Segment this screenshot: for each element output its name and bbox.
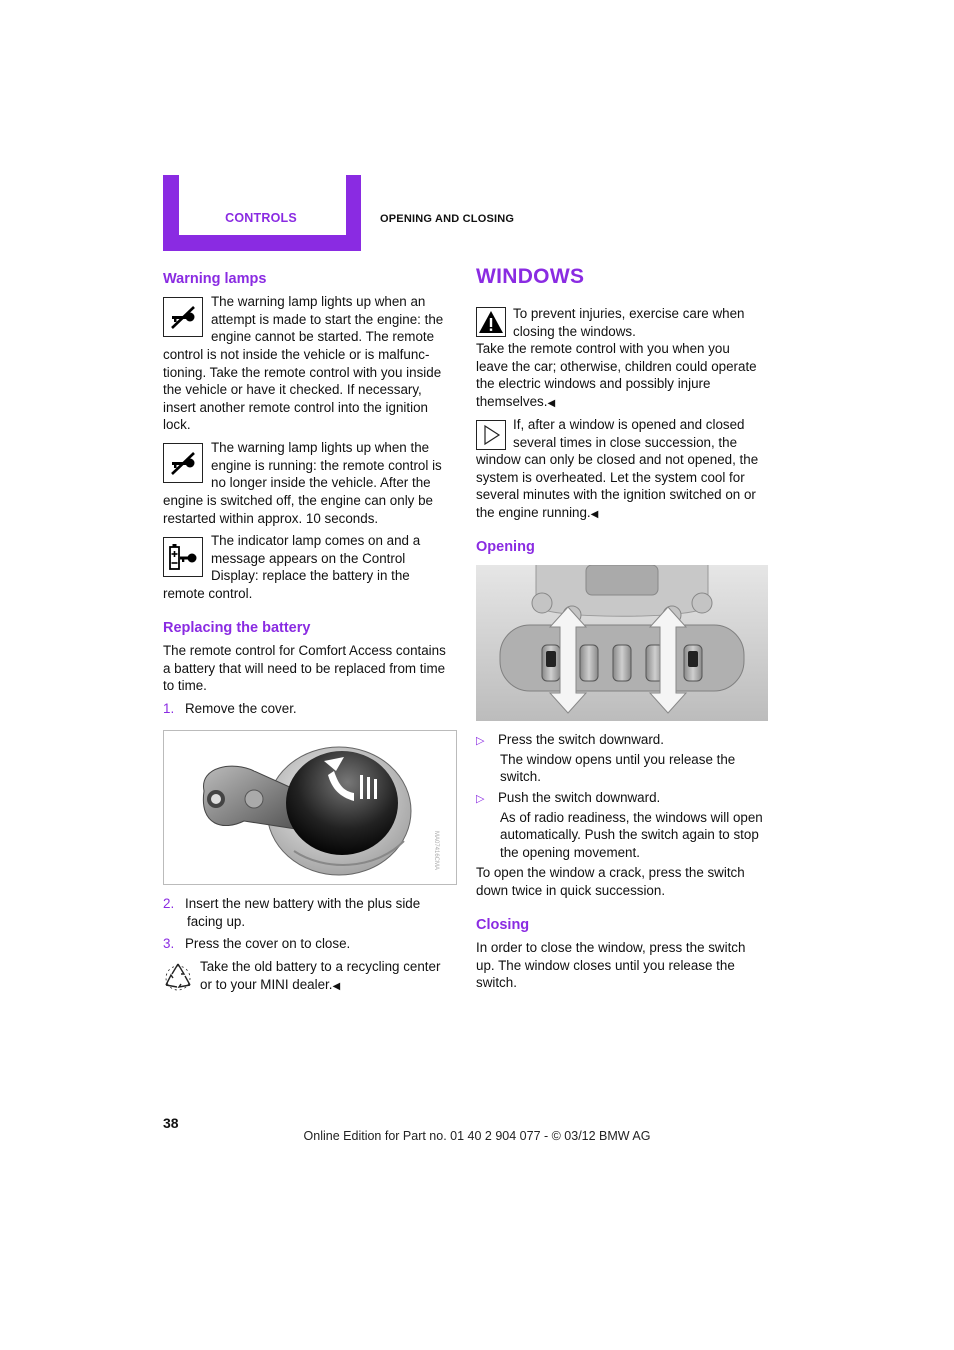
lamp2-text-a — [211, 439, 461, 492]
text-line: the vehicle or have it checked. If necessary, — [163, 382, 422, 398]
key-crossed-icon — [163, 443, 203, 483]
bullet-2 — [476, 789, 776, 861]
text-line: To open the window a crack, press the switch — [476, 865, 745, 880]
replacing-battery-text — [163, 642, 463, 695]
page-number: 38 — [163, 1115, 179, 1131]
text-line: the engine running. — [476, 504, 591, 520]
step-text: facing up. — [187, 913, 246, 929]
step-text: Press the cover on to close. — [185, 936, 351, 951]
text-line: the opening movement. — [500, 844, 640, 860]
lamp3-text-b — [163, 585, 463, 603]
text-line: no longer inside the vehicle. After the — [211, 475, 431, 491]
closing-text — [476, 939, 776, 992]
bullet-symbol: ▷ — [476, 735, 485, 747]
note-text-b — [476, 451, 776, 523]
window-switches-illustration — [476, 565, 768, 721]
text-line: closing the windows. — [513, 323, 636, 339]
bullet-1 — [476, 731, 776, 786]
text-line: engine is running: the remote control is — [211, 457, 442, 473]
section-label: OPENING AND CLOSING — [380, 213, 515, 225]
lamp3-text-a — [211, 532, 461, 585]
text-line: In order to close the window, press the switch — [476, 940, 746, 955]
text-line: system is overheated. Let the system cool for — [476, 469, 745, 485]
text-line: The indicator lamp comes on and a — [211, 533, 421, 548]
note-arrow-icon — [476, 420, 506, 450]
figure-code: MA07416CMA — [433, 831, 439, 871]
text-line: As of radio readiness, the windows will open — [500, 809, 763, 825]
key-crossed-icon — [163, 297, 203, 337]
warning-text-b — [476, 340, 776, 412]
text-line: restarted within approx. 10 seconds. — [163, 510, 379, 526]
step-1 — [163, 700, 463, 718]
text-line: engine cannot be started. The remote — [211, 329, 435, 345]
closing-heading: Closing — [476, 917, 530, 933]
text-line: insert another remote control into the ignition — [163, 399, 428, 415]
text-line: lock. — [163, 417, 191, 433]
text-line: If, after a window is opened and closed — [513, 417, 745, 432]
bullet-symbol: ▷ — [476, 793, 485, 805]
text-line: to time. — [163, 678, 207, 694]
recycle-text — [200, 958, 462, 995]
step-2 — [163, 895, 463, 930]
text-line: attempt is made to start the engine: the — [211, 311, 444, 327]
text-line: the electric windows and possibly injure — [476, 376, 711, 392]
lamp2-text-b — [163, 492, 463, 527]
chapter-tab[interactable]: CONTROLS — [225, 211, 297, 225]
lamp1-text-b — [163, 346, 463, 434]
warning-text-a — [513, 305, 773, 340]
text-line: To prevent injuries, exercise care when — [513, 306, 745, 321]
text-line: themselves. — [476, 393, 548, 409]
windows-heading: WINDOWS — [476, 265, 585, 288]
text-line: The remote control for Comfort Access contains — [163, 643, 446, 658]
step-text: Insert the new battery with the plus side — [185, 896, 421, 911]
crack-text — [476, 864, 776, 899]
text-line: remote control. — [163, 586, 253, 601]
step-number: 3. — [163, 936, 175, 951]
end-mark: ◀ — [590, 508, 599, 520]
remote-cover-figure — [163, 730, 457, 885]
step-number: 1. — [163, 701, 175, 716]
step-number: 2. — [163, 896, 175, 911]
bullet-title: Press the switch downward. — [498, 732, 664, 747]
text-line: The window opens until you release the — [500, 751, 736, 767]
remote-cover-illustration — [164, 731, 456, 884]
window-switches-figure — [476, 565, 768, 721]
text-line: Take the remote control with you when you — [476, 341, 730, 356]
text-line: The warning lamp lights up when an — [211, 294, 426, 309]
lamp1-text-a — [211, 293, 461, 346]
text-line: Take the old battery to a recycling center — [200, 959, 441, 974]
replacing-battery-heading: Replacing the battery — [163, 620, 311, 636]
end-mark: ◀ — [332, 980, 341, 992]
text-line: several times in close succession, the — [513, 434, 738, 450]
footer-text: Online Edition for Part no. 01 40 2 904 077 - © 03/12 BMW AG — [303, 1129, 651, 1143]
text-line: tioning. Take the remote control with you inside — [163, 364, 442, 380]
step-3 — [163, 935, 463, 953]
text-line: or to your MINI dealer. — [200, 976, 333, 992]
text-line: several minutes with the ignition switched on or — [476, 487, 756, 503]
key-battery-icon — [163, 537, 203, 577]
text-line: control is not inside the vehicle or is malfunc- — [163, 347, 430, 362]
opening-heading: Opening — [476, 539, 535, 555]
note-text-a — [513, 416, 773, 451]
text-line: leave the car; otherwise, children could operate — [476, 358, 757, 374]
text-line: switch. — [476, 975, 517, 991]
text-line: up. The window closes until you release the — [476, 957, 735, 973]
text-line: switch. — [500, 769, 541, 785]
text-line: Display: replace the battery in the — [211, 568, 410, 584]
warning-triangle-icon — [476, 307, 506, 337]
text-line: message appears on the Control — [211, 550, 406, 566]
end-mark: ◀ — [547, 397, 556, 409]
recycle-icon — [163, 961, 193, 991]
text-line: The warning lamp lights up when the — [211, 440, 430, 455]
text-line: down twice in quick succession. — [476, 882, 666, 898]
text-line: a battery that will need to be replaced from time — [163, 660, 446, 676]
step-text: Remove the cover. — [185, 701, 297, 716]
warning-lamps-heading: Warning lamps — [163, 271, 267, 287]
text-line: window can only be closed and not opened, the — [476, 452, 759, 467]
text-line: automatically. Push the switch again to stop — [500, 827, 759, 843]
bullet-title: Push the switch downward. — [498, 790, 661, 805]
text-line: engine is switched off, the engine can only be — [163, 493, 433, 508]
